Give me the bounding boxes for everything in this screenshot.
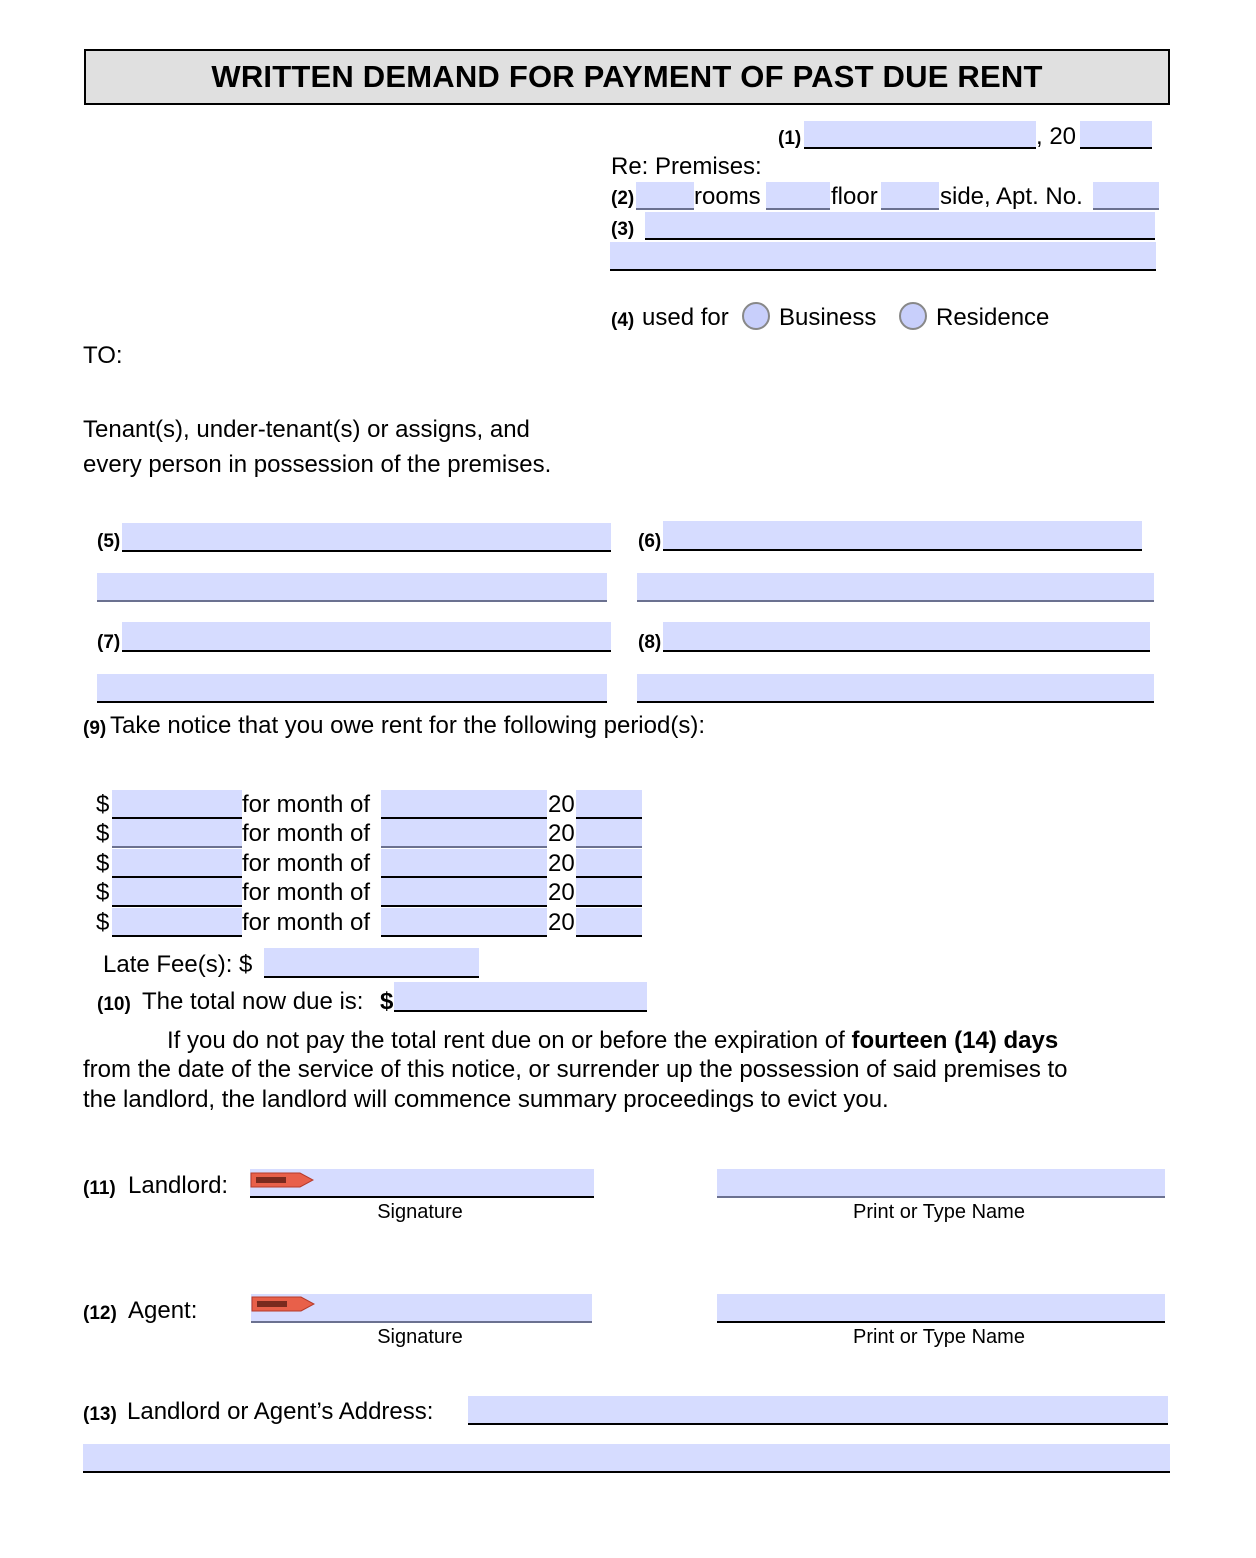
item-3-label: (3) [611, 219, 635, 240]
sign-here-tag-icon[interactable] [250, 1172, 314, 1188]
tenant-8-line-2[interactable] [637, 674, 1154, 703]
rent-year-field[interactable] [576, 790, 642, 819]
rent-amount-field[interactable] [112, 790, 242, 819]
premises-address-line-2[interactable] [610, 242, 1156, 271]
rent-month-field[interactable] [381, 908, 547, 937]
agent-signature-caption: Signature [377, 1326, 463, 1348]
title-box [84, 49, 1170, 105]
item-10-label: (10) [97, 994, 131, 1015]
landlord-label: Landlord: [128, 1172, 229, 1199]
year-prefix: 20 [548, 850, 575, 877]
agent-print-name-field[interactable] [717, 1294, 1165, 1323]
date-field[interactable] [804, 121, 1036, 149]
item-11-label: (11) [83, 1178, 116, 1199]
notice-deadline-bold: fourteen (14) days [851, 1027, 1059, 1054]
rent-year-field[interactable] [576, 908, 642, 937]
tenants-line-1: Tenant(s), under-tenant(s) or assigns, and [83, 416, 530, 443]
rent-month-field[interactable] [381, 878, 547, 907]
item-7-label: (7) [97, 632, 121, 653]
agent-print-name-caption: Print or Type Name [853, 1326, 1025, 1348]
landlord-signature-caption: Signature [377, 1201, 463, 1223]
rent-amount-field[interactable] [112, 819, 242, 848]
side-field[interactable] [881, 182, 939, 210]
dollar-sign: $ [96, 879, 110, 906]
item-6-label: (6) [638, 531, 662, 552]
rent-month-field[interactable] [381, 819, 547, 848]
for-month-label: for month of [242, 879, 371, 906]
item-8-label: (8) [638, 632, 662, 653]
rent-year-field[interactable] [576, 849, 642, 878]
rent-year-field[interactable] [576, 878, 642, 907]
notice-line-1 [167, 1026, 1058, 1056]
floor-label: floor [831, 183, 878, 210]
landlord-print-name-caption: Print or Type Name [853, 1201, 1025, 1223]
rooms-field[interactable] [636, 182, 694, 210]
tenant-7-line-2[interactable] [97, 674, 607, 703]
item-9-label: (9) [83, 718, 107, 739]
dollar-sign: $ [96, 850, 110, 877]
rent-amount-field[interactable] [112, 878, 242, 907]
year-field[interactable] [1080, 121, 1152, 149]
premises-address-line-1[interactable] [645, 212, 1155, 240]
for-month-label: for month of [242, 820, 371, 847]
side-apt-label: side, Apt. No. [940, 183, 1083, 210]
dollar-sign: $ [96, 909, 110, 936]
late-fee-field[interactable] [264, 948, 479, 978]
floor-field[interactable] [766, 182, 830, 210]
notice-owe-rent: Take notice that you owe rent for the following period(s): [110, 712, 705, 739]
sign-here-tag-icon[interactable] [251, 1296, 315, 1312]
item-13-label: (13) [83, 1404, 117, 1425]
tenant-8-line-1[interactable] [663, 622, 1150, 652]
document-title: WRITTEN DEMAND FOR PAYMENT OF PAST DUE RENT [211, 59, 1043, 94]
total-due-label: The total now due is: [142, 988, 364, 1015]
business-radio[interactable] [742, 302, 770, 330]
item-4-label: (4) [611, 310, 635, 331]
year-prefix: 20 [548, 820, 575, 847]
landlord-address-line-1[interactable] [468, 1396, 1168, 1425]
rooms-label: rooms [694, 183, 761, 210]
landlord-address-line-2[interactable] [83, 1444, 1170, 1473]
tenant-5-line-2[interactable] [97, 573, 607, 602]
year-prefix: 20 [548, 791, 575, 818]
year-prefix: , 20 [1036, 123, 1077, 150]
tenants-line-2: every person in possession of the premises. [83, 451, 552, 478]
for-month-label: for month of [242, 909, 371, 936]
notice-line-3: the landlord, the landlord will commence summary proceedings to evict you. [83, 1086, 889, 1113]
business-label: Business [779, 304, 877, 331]
residence-label: Residence [936, 304, 1050, 331]
item-12-label: (12) [83, 1303, 117, 1324]
dollar-sign: $ [96, 820, 110, 847]
agent-label: Agent: [128, 1297, 198, 1324]
total-due-field[interactable] [394, 982, 647, 1012]
rent-month-field[interactable] [381, 849, 547, 878]
notice-line-2: from the date of the service of this notice, or surrender up the possession of said premises to [83, 1056, 1068, 1083]
item-2-label: (2) [611, 188, 635, 209]
year-prefix: 20 [548, 879, 575, 906]
residence-radio[interactable] [899, 302, 927, 330]
tenant-6-line-2[interactable] [637, 573, 1154, 602]
for-month-label: for month of [242, 850, 371, 877]
rent-year-field[interactable] [576, 819, 642, 848]
apt-no-field[interactable] [1093, 182, 1159, 210]
for-month-label: for month of [242, 791, 371, 818]
late-fee-label: Late Fee(s): $ [103, 951, 253, 978]
used-for-label: used for [642, 304, 729, 331]
rent-amount-field[interactable] [112, 908, 242, 937]
dollar-sign: $ [96, 791, 110, 818]
year-prefix: 20 [548, 909, 575, 936]
item-1-label: (1) [778, 128, 802, 149]
rent-month-field[interactable] [381, 790, 547, 819]
item-5-label: (5) [97, 531, 121, 552]
tenant-6-line-1[interactable] [663, 521, 1142, 551]
notice-line-1-text: If you do not pay the total rent due on or before the expiration of [167, 1027, 852, 1054]
landlord-print-name-field[interactable] [717, 1169, 1165, 1198]
address-label: Landlord or Agent’s Address: [127, 1398, 434, 1425]
tenant-7-line-1[interactable] [122, 622, 611, 652]
total-dollar-sign: $ [380, 988, 394, 1015]
tenant-5-line-1[interactable] [122, 523, 611, 552]
re-premises-label: Re: Premises: [611, 153, 762, 180]
to-label: TO: [83, 342, 123, 369]
rent-amount-field[interactable] [112, 849, 242, 878]
